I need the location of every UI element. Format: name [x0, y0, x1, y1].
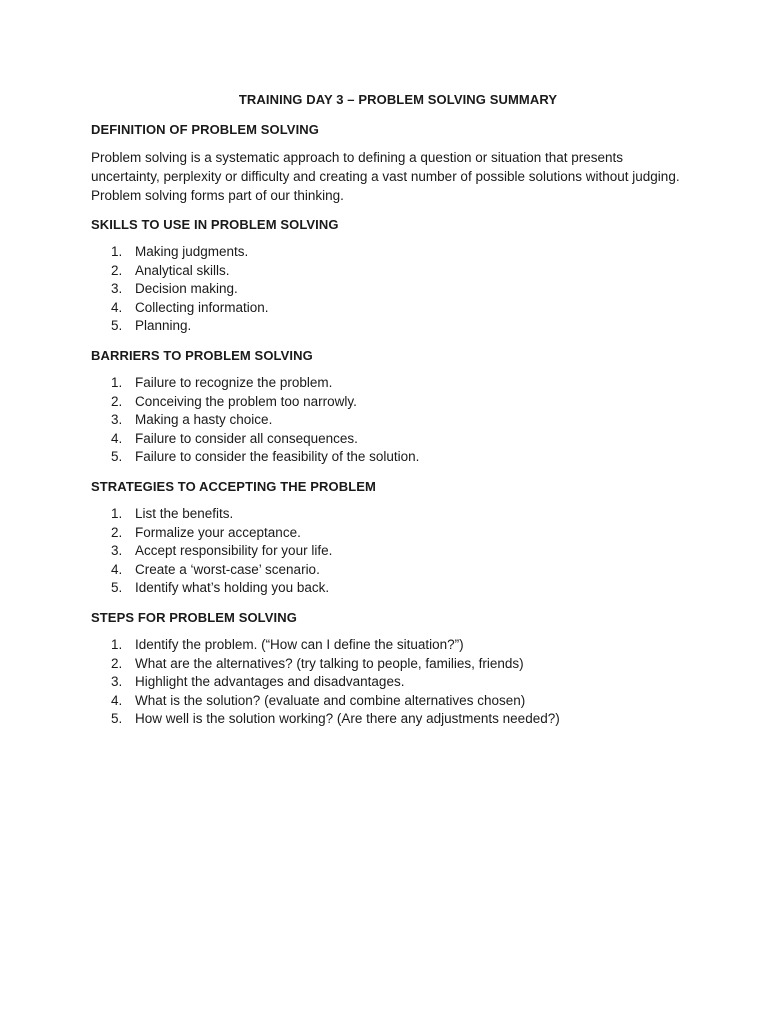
list-item-number: 2. [111, 524, 123, 540]
list-item-text: Failure to recognize the problem. [135, 374, 333, 390]
list-item-number: 5. [111, 580, 123, 596]
definition-paragraph: Problem solving is a systematic approach to defining a question or situation that presents uncertainty, perplexity or difficulty and creating a vast number of possible solutions without judging. Problem solving forms part of our thinking. [91, 150, 680, 203]
list-item [91, 317, 691, 336]
list-item-number: 4. [111, 561, 123, 577]
list-item [91, 524, 691, 543]
list-item-number: 2. [111, 393, 123, 409]
list-item [91, 579, 691, 598]
list-item-text: Conceiving the problem too narrowly. [135, 393, 357, 409]
document-page [91, 92, 691, 741]
steps-list [91, 636, 691, 729]
list-item [91, 505, 691, 524]
list-item-text: Failure to consider all consequences. [135, 430, 358, 446]
list-item [91, 673, 691, 692]
list-item [91, 262, 691, 281]
list-item-number: 2. [111, 655, 123, 671]
list-item [91, 430, 691, 449]
list-item-number: 1. [111, 244, 123, 259]
list-item [91, 692, 691, 711]
list-item [91, 243, 691, 262]
list-item-text: Making judgments. [135, 244, 249, 259]
definition-heading: DEFINITION OF PROBLEM SOLVING [91, 122, 319, 137]
list-item [91, 655, 691, 674]
list-item-number: 2. [111, 262, 123, 278]
list-item-number: 1. [111, 636, 123, 652]
list-item [91, 411, 691, 430]
list-item-number: 3. [111, 412, 123, 428]
list-item-number: 1. [111, 374, 123, 390]
barriers-list [91, 374, 691, 467]
barriers-heading: BARRIERS TO PROBLEM SOLVING [91, 347, 313, 363]
list-item-number: 5. [111, 318, 123, 334]
list-item [91, 561, 691, 580]
list-item-text: Accept responsibility for your life. [135, 543, 333, 559]
steps-heading: STEPS FOR PROBLEM SOLVING [91, 609, 297, 625]
list-item [91, 542, 691, 561]
list-item [91, 280, 691, 299]
list-item-number: 3. [111, 281, 123, 297]
list-item [91, 710, 691, 729]
list-item-text: Planning. [135, 318, 192, 334]
skills-list [91, 243, 691, 336]
list-item-text: List the benefits. [135, 505, 234, 521]
list-item-number: 3. [111, 674, 123, 690]
list-item-text: Highlight the advantages and disadvantages. [135, 674, 405, 690]
list-item-text: Failure to consider the feasibility of the solution. [135, 449, 420, 465]
list-item-text: Identify the problem. (“How can I define the situation?”) [135, 636, 464, 652]
list-item-text: Create a ‘worst-case’ scenario. [135, 561, 320, 577]
list-item [91, 299, 691, 318]
strategies-heading: STRATEGIES TO ACCEPTING THE PROBLEM [91, 478, 376, 494]
strategies-list [91, 505, 691, 598]
document-title: TRAINING DAY 3 – PROBLEM SOLVING SUMMARY [238, 92, 558, 107]
list-item-number: 5. [111, 449, 123, 465]
list-item-text: Analytical skills. [135, 262, 230, 278]
list-item [91, 636, 691, 655]
list-item-text: What is the solution? (evaluate and combine alternatives chosen) [135, 692, 526, 708]
list-item-number: 4. [111, 430, 123, 446]
list-item [91, 393, 691, 412]
list-item-text: Formalize your acceptance. [135, 524, 301, 540]
list-item-text: Collecting information. [135, 299, 269, 315]
list-item-number: 4. [111, 692, 123, 708]
list-item [91, 448, 691, 467]
list-item-text: Identify what’s holding you back. [135, 580, 330, 596]
list-item [91, 374, 691, 393]
list-item-number: 4. [111, 299, 123, 315]
list-item-text: Decision making. [135, 281, 238, 297]
skills-heading: SKILLS TO USE IN PROBLEM SOLVING [91, 217, 339, 232]
list-item-text: Making a hasty choice. [135, 412, 273, 428]
list-item-number: 1. [111, 505, 123, 521]
list-item-number: 3. [111, 543, 123, 559]
list-item-text: What are the alternatives? (try talking to people, families, friends) [135, 655, 524, 671]
list-item-number: 5. [111, 711, 123, 727]
list-item-text: How well is the solution working? (Are there any adjustments needed?) [135, 711, 560, 727]
